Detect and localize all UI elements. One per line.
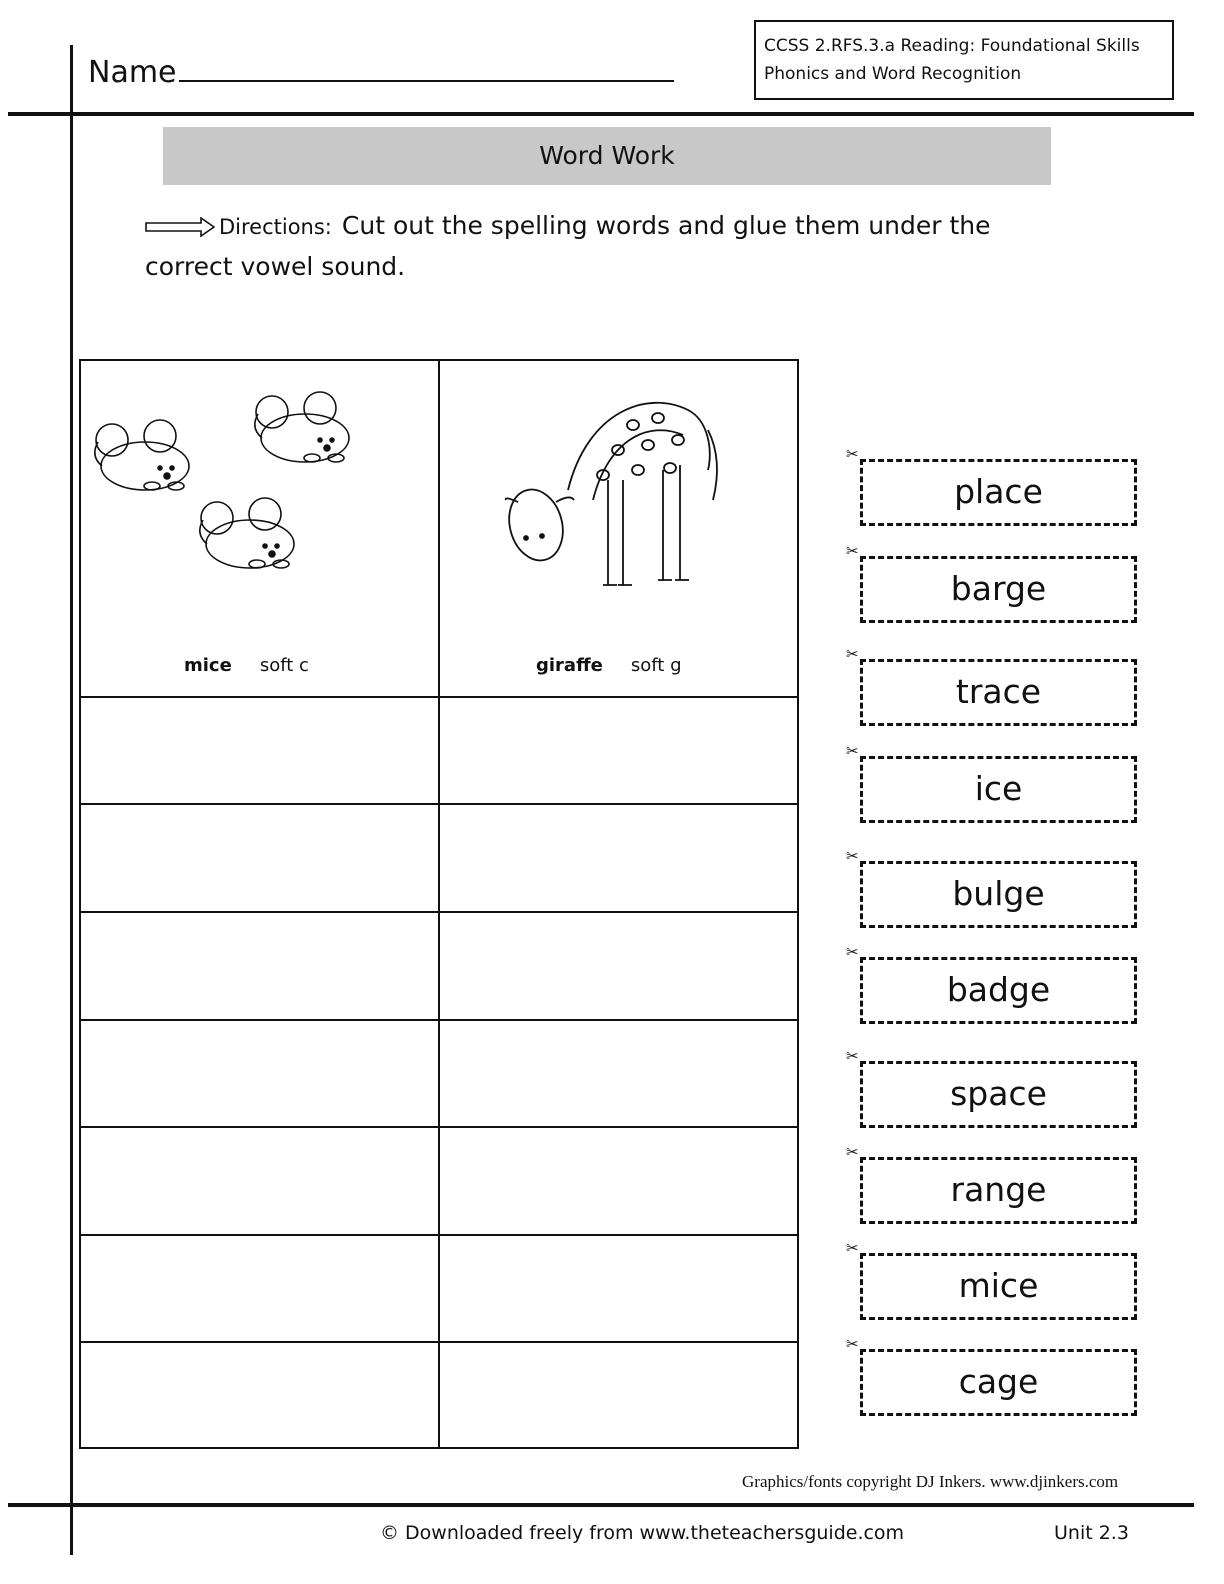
scissors-icon: ✂ xyxy=(846,645,859,663)
name-field[interactable] xyxy=(88,54,674,91)
word-card[interactable]: ice xyxy=(860,756,1137,823)
scissors-icon: ✂ xyxy=(846,943,859,961)
answer-cell-soft-g[interactable] xyxy=(440,805,797,911)
column-word-mice: mice xyxy=(184,655,232,676)
column-sound-soft-g: soft g xyxy=(630,655,682,676)
word-card[interactable]: space xyxy=(860,1061,1137,1128)
answer-cell-soft-c[interactable] xyxy=(81,913,438,1019)
download-source[interactable]: © Downloaded freely from www.theteachersguide.com xyxy=(380,1522,905,1544)
scissors-icon: ✂ xyxy=(846,445,859,463)
word-card[interactable]: bulge xyxy=(860,861,1137,928)
unit-label: Unit 2.3 xyxy=(1054,1522,1129,1544)
directions-label: Directions: xyxy=(219,215,332,239)
standards-box xyxy=(754,20,1174,100)
answer-cell-soft-c[interactable] xyxy=(81,1128,438,1234)
word-card[interactable]: mice xyxy=(860,1253,1137,1320)
scissors-icon: ✂ xyxy=(846,742,859,760)
left-margin-line xyxy=(70,45,73,1555)
scissors-icon: ✂ xyxy=(846,1335,859,1353)
scissors-icon: ✂ xyxy=(846,1239,859,1257)
giraffe-icon xyxy=(498,370,728,610)
name-label: Name xyxy=(88,55,177,90)
answer-cell-soft-c[interactable] xyxy=(81,1236,438,1341)
standard-line-1: CCSS 2.RFS.3.a Reading: Foundational Skills xyxy=(764,36,1140,56)
answer-cell-soft-c[interactable] xyxy=(81,698,438,803)
scissors-icon: ✂ xyxy=(846,847,859,865)
answer-cell-soft-g[interactable] xyxy=(440,1236,797,1341)
header-divider xyxy=(8,112,1194,116)
directions-text: Cut out the spelling words and glue them under the correct vowel sound. xyxy=(145,211,991,281)
standard-line-2: Phonics and Word Recognition xyxy=(764,64,1022,84)
word-card[interactable]: place xyxy=(860,459,1137,526)
name-blank[interactable] xyxy=(179,54,674,82)
column-label-mice xyxy=(184,654,309,678)
scissors-icon: ✂ xyxy=(846,1143,859,1161)
answer-cell-soft-g[interactable] xyxy=(440,1343,797,1447)
answer-cell-soft-g[interactable] xyxy=(440,913,797,1019)
column-label-giraffe xyxy=(536,654,682,678)
mice-icon xyxy=(90,378,410,578)
footer-divider xyxy=(8,1503,1194,1507)
word-card[interactable]: trace xyxy=(860,659,1137,726)
answer-cell-soft-g[interactable] xyxy=(440,698,797,803)
directions xyxy=(145,206,1045,287)
scissors-icon: ✂ xyxy=(846,542,859,560)
answer-cell-soft-c[interactable] xyxy=(81,805,438,911)
word-card[interactable]: badge xyxy=(860,957,1137,1024)
column-sound-soft-c: soft c xyxy=(259,655,309,676)
word-card[interactable]: range xyxy=(860,1157,1137,1224)
answer-cell-soft-g[interactable] xyxy=(440,1021,797,1126)
answer-cell-soft-g[interactable] xyxy=(440,1128,797,1234)
answer-cell-soft-c[interactable] xyxy=(81,1021,438,1126)
copyright-note: Graphics/fonts copyright DJ Inkers. www.djinkers.com xyxy=(742,1472,1119,1491)
word-card[interactable]: barge xyxy=(860,556,1137,623)
page-title: Word Work xyxy=(163,127,1051,185)
answer-cell-soft-c[interactable] xyxy=(81,1343,438,1447)
word-card[interactable]: cage xyxy=(860,1349,1137,1416)
column-word-giraffe: giraffe xyxy=(536,655,603,676)
arrow-right-icon xyxy=(145,217,215,237)
scissors-icon: ✂ xyxy=(846,1047,859,1065)
